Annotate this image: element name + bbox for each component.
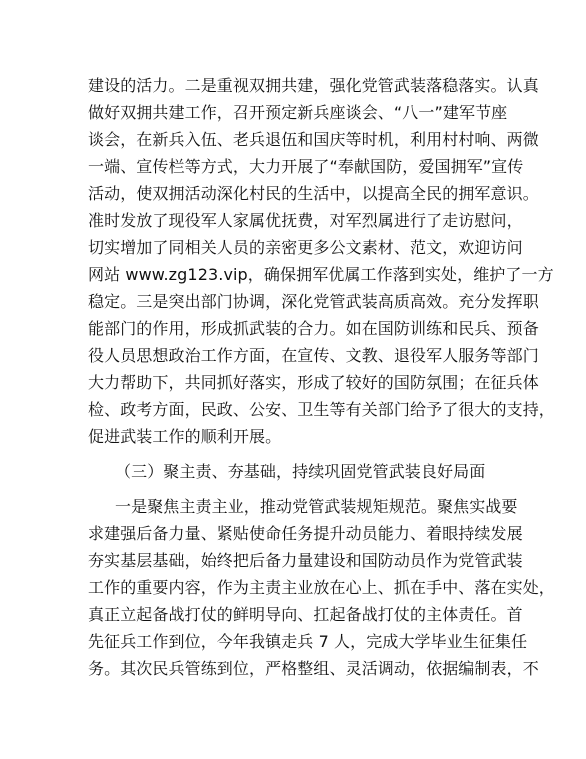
text-line-6: 准时发放了现役军人家属优抚费，对军烈属进行了走访慰问， [88,211,523,230]
text-line-9: 稳定。三是突出部门协调，深化党管武装高质高效。充分发挥职 [88,292,539,311]
text-line-7: 切实增加了同相关人员的亲密更多公文素材、范文，欢迎访问 [88,238,523,257]
text-line-11: 役人员思想政治工作方面，在宣传、文教、退役军人服务等部门 [88,346,539,365]
text-line-16: 求建强后备力量、紧贴使命任务提升动员能力、着眼持续发展 [88,524,523,543]
text-line-8: 网站 www.zg123.vip，确保拥军优属工作落到实处，维护了一方 [88,265,554,284]
text-line-14: 促进武装工作的顺利开展。 [88,427,282,446]
section-heading: （三）聚主责、夯基础，持续巩固党管武装良好局面 [115,462,486,481]
text-line-13: 检、政考方面，民政、公安、卫生等有关部门给予了很大的支持， [88,400,555,419]
text-line-10: 能部门的作用，形成抓武装的合力。如在国防训练和民兵、预备 [88,319,539,338]
text-line-15: 一是聚焦主责主业，推动党管武装规矩规范。聚焦实战要 [115,497,518,516]
text-line-20: 先征兵工作到位，今年我镇走兵 7 人，完成大学毕业生征集任 [88,632,528,651]
text-line-3: 谈会，在新兵入伍、老兵退伍和国庆等时机，利用村村响、两微 [88,130,539,149]
text-line-5: 活动，使双拥活动深化村民的生活中，以提高全民的拥军意识。 [88,184,539,203]
text-line-19: 真正立起备战打仗的鲜明导向、扛起备战打仗的主体责任。首 [88,605,523,624]
text-line-1: 建设的活力。二是重视双拥共建，强化党管武装落稳落实。认真 [88,76,539,95]
text-line-4: 一端、宣传栏等方式，大力开展了“奉献国防，爱国拥军”宣传 [88,157,524,176]
text-line-2: 做好双拥共建工作，召开预定新兵座谈会、“八一”建军节座 [88,103,508,122]
text-line-18: 工作的重要内容，作为主责主业放在心上、抓在手中、落在实处， [88,578,555,597]
text-line-17: 夯实基层基础，始终把后备力量建设和国防动员作为党管武装 [88,551,523,570]
text-line-21: 务。其次民兵管练到位，严格整组、灵活调动，依据编制表，不 [88,659,539,678]
text-line-12: 大力帮助下，共同抓好落实，形成了较好的国防氛围；在征兵体 [88,373,539,392]
